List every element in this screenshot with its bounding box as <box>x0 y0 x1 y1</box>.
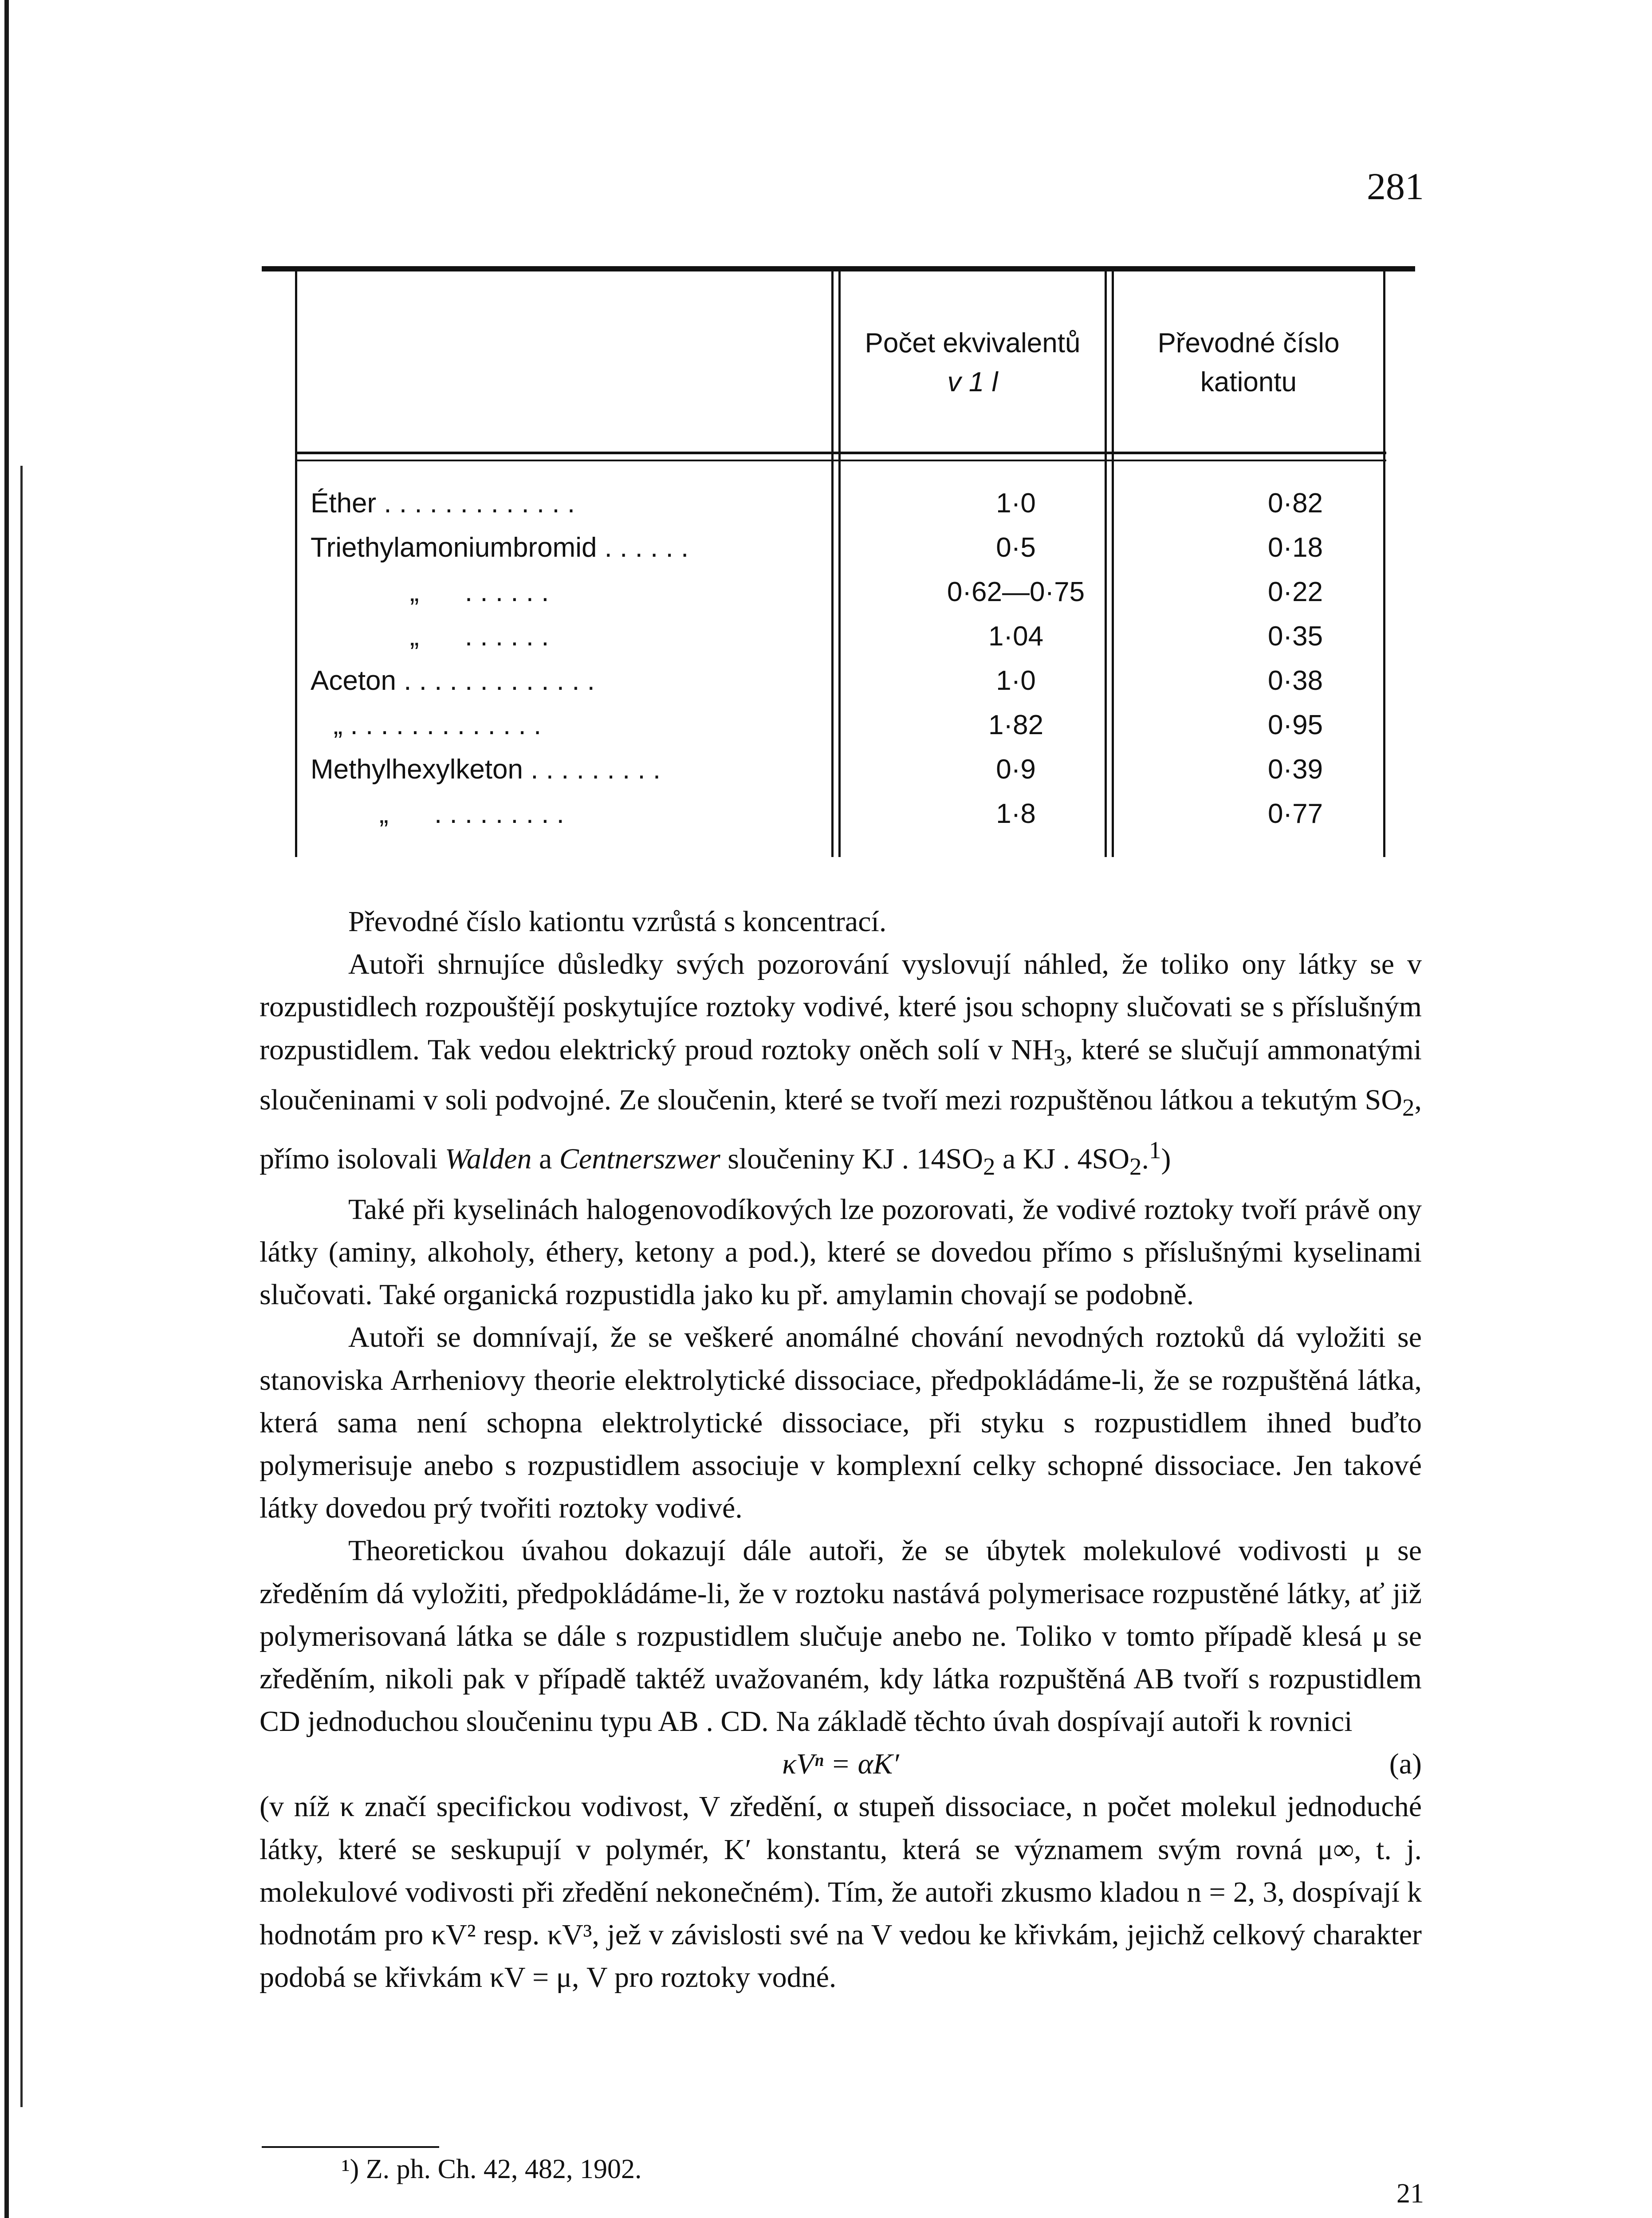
body-text <box>260 901 1422 1999</box>
row-equivalents: 1·0 <box>996 665 1036 696</box>
row-label: „ . . . . . . . . . <box>311 798 564 829</box>
header-transfer-line2: kationtu <box>1200 367 1297 397</box>
paragraph-6: (v níž κ značí specifickou vodivost, V zředění, α stupeň dissociace, n počet molekul jednoduché látky, které se seskupují v polymér, K′ konstantu, která se významem svým rovná μ∞, t. j. molekulové vodivosti při zředění nekonečném). Tím, že autoři zkusmo kladou n = 2, 3, dospívají k hodnotám pro κV² resp. κV³, jež v závislosti své na V vedou ke křivkám, jejichž celkový charakter podobá se křivkám κV = μ, V pro roztoky vodné. <box>260 1790 1422 1994</box>
table-vline-left <box>295 271 297 857</box>
row-equivalents: 1·82 <box>988 710 1044 740</box>
equation: κVⁿ = αK′ <box>782 1748 899 1781</box>
p2-part-f: . <box>1141 1143 1149 1176</box>
header-transfer-number <box>1114 324 1383 402</box>
author-walden: Walden <box>444 1143 532 1176</box>
equation-label: (a) <box>1389 1748 1422 1781</box>
table-top-rule <box>262 266 1415 271</box>
paragraph-5: Theoretickou úvahou dokazují dále autoři, že se úbytek molekulové vodivosti μ se zředěním dá vyložiti, předpokládáme-li, že v roztoku nastává polymerisace rozpustěné látky, ať již polymerisovaná látka se dále s rozpustidlem slučuje anebo ne. Toliko v tomto případě klesá μ se zředěním, nikoli pak v případě taktéž uvažovaném, kdy látka rozpuštěná AB tvoří s rozpustidlem CD jednoduchou sloučeninu typu AB . CD. Na základě těchto úvah dospívají autoři k rovnici <box>260 1534 1422 1738</box>
row-transfer: 0·35 <box>1267 621 1323 652</box>
paragraph-3: Také při kyselinách halogenovodíkových lze pozorovati, že vodivé roztoky tvoří právě ony látky (aminy, alkoholy, éthery, ketony a pod.), které se dovedou přímo s příslušnými kyselinami slučovati. Také organická rozpustidla jako ku př. amylamin chovají se podobně. <box>260 1193 1422 1311</box>
p2-part-c: , přímo isolovali <box>260 1084 1422 1176</box>
table-header-rule-2 <box>295 460 1386 461</box>
paragraph-4: Autoři se domnívají, že se veškeré anomálné chování nevodných roztoků dá vyložiti se stanoviska Arrheniovy theorie elektrolytické dissociace, předpokládáme-li, že se rozpuštěná látka, která sama není schopna elektrolytické dissociace, při styku s rozpustidlem ihned buďto polymerisuje anebo s rozpustidlem associuje v komplexní celky schopné dissociace. Jen takové látky dovedou prý tvořiti roztoky vodivé. <box>260 1321 1422 1525</box>
row-transfer: 0·18 <box>1267 532 1323 563</box>
p2-part-a: Autoři shrnujíce důsledky svých pozorování vyslovují náhled, že toliko ony látky se v rozpustidlech rozpouštějí poskytujíce roztoky vodivé, které jsou schopny slučovati se s příslušným rozpustidlem. Tak vedou elektrický proud roztoky oněch solí v NH <box>260 948 1422 1066</box>
paragraph-1: Převodné číslo kationtu vzrůstá s koncentrací. <box>348 905 887 938</box>
footnote-reference: 1 <box>1149 1137 1161 1164</box>
p2-part-g: ) <box>1161 1143 1171 1176</box>
row-label: Éther . . . . . . . . . . . . . <box>311 488 575 519</box>
row-transfer: 0·38 <box>1267 665 1323 696</box>
header-equivalents-line1: Počet ekvivalentů <box>865 328 1081 358</box>
row-equivalents: 1·04 <box>988 621 1044 652</box>
header-equivalents-line2: v 1 l <box>947 367 998 397</box>
table-vline-1a <box>831 271 834 857</box>
page-number: 281 <box>1367 165 1424 208</box>
row-transfer: 0·77 <box>1267 798 1323 829</box>
scan-edge-inner <box>20 466 23 2107</box>
row-label: Methylhexylketon . . . . . . . . . <box>311 754 661 785</box>
formula-subscript-1: 2 <box>983 1153 995 1180</box>
row-label: „ . . . . . . <box>311 621 549 652</box>
signature-mark: 21 <box>1396 2179 1424 2209</box>
row-transfer: 0·95 <box>1267 710 1323 740</box>
row-transfer: 0·82 <box>1267 488 1323 519</box>
row-label: „ . . . . . . . . . . . . . <box>311 710 542 740</box>
p2-part-e: a KJ . 4SO <box>995 1143 1130 1176</box>
p2-part-d: sloučeniny KJ . 14SO <box>720 1143 983 1176</box>
footnote-rule <box>262 2146 439 2148</box>
row-equivalents: 0·5 <box>996 532 1036 563</box>
scan-edge <box>4 0 9 2218</box>
p2-part-b: , které se slučují ammonatými sloučeninami v soli podvojné. Ze sloučenin, které se tvoří mezi rozpuštěnou látkou a tekutým SO <box>260 1033 1422 1116</box>
nh3-subscript: 3 <box>1053 1043 1066 1071</box>
so2-subscript: 2 <box>1402 1094 1415 1121</box>
table-header-rule <box>295 452 1386 454</box>
row-equivalents: 0·9 <box>996 754 1036 785</box>
author-centnerszwer: Centnerszwer <box>559 1143 720 1176</box>
formula-subscript-2: 2 <box>1129 1153 1142 1180</box>
row-label: Triethylamoniumbromid . . . . . . <box>311 532 689 563</box>
row-label: „ . . . . . . <box>311 577 549 607</box>
header-equivalents <box>841 324 1105 402</box>
row-transfer: 0·22 <box>1267 577 1323 607</box>
row-label: Aceton . . . . . . . . . . . . . <box>311 665 595 696</box>
paragraph-2 <box>260 943 1422 1188</box>
row-transfer: 0·39 <box>1267 754 1323 785</box>
row-equivalents: 0·62—0·75 <box>947 577 1085 607</box>
equation-line <box>260 1743 1422 1785</box>
footnote: ¹) Z. ph. Ch. 42, 482, 1902. <box>342 2154 642 2184</box>
row-equivalents: 1·0 <box>996 488 1036 519</box>
header-transfer-line1: Převodné číslo <box>1157 328 1340 358</box>
p2-and: a <box>531 1143 559 1176</box>
row-equivalents: 1·8 <box>996 798 1036 829</box>
